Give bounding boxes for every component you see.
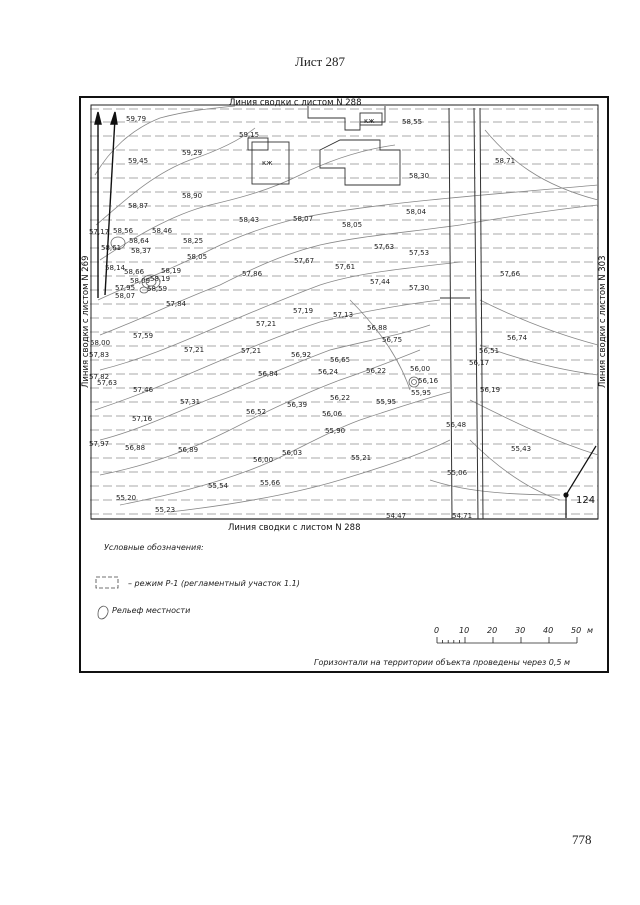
elevation-label: 57,21 [256, 320, 277, 328]
elevation-label: 55,95 [376, 398, 397, 406]
elevation-label: 54,71 [452, 512, 473, 520]
elevation-label: 55,90 [325, 427, 346, 435]
right-edge-label: Линия сводки с листом N 303 [598, 255, 608, 388]
elevation-label: 58,05 [342, 221, 363, 229]
elevation-label: 58,46 [152, 227, 173, 235]
elevation-label: 57,84 [166, 300, 187, 308]
elevation-label: 58,71 [495, 157, 516, 165]
elevation-label: 57,82 [89, 373, 110, 381]
elevation-label: 56,22 [366, 367, 387, 375]
elevation-label: 56,16 [418, 377, 439, 385]
elevation-label: 58,87 [128, 202, 149, 210]
elevation-label: 58,56 [113, 227, 134, 235]
elevation-label: 55,23 [155, 506, 176, 514]
elevation-label: 56,65 [330, 356, 351, 364]
building-mark-2: кж [262, 159, 273, 167]
elevation-label: 55,20 [116, 494, 137, 502]
elevation-label: 58,19 [150, 275, 171, 283]
elevation-label: 59,15 [239, 131, 260, 139]
legend-relief-label: Рельеф местности [112, 606, 191, 615]
elevation-label: 57,44 [370, 278, 391, 286]
elevation-label: 56,17 [469, 359, 490, 367]
elevation-label: 56,00 [410, 365, 431, 373]
road-lines [440, 108, 483, 519]
scale-tick-10: 10 [459, 626, 470, 635]
elevation-label: 57,30 [409, 284, 430, 292]
scale-bar [437, 637, 577, 643]
elevation-label: 55,95 [411, 389, 432, 397]
elevation-label: 58,19 [161, 267, 182, 275]
scale-tick-0: 0 [434, 626, 440, 635]
elevation-label: 58,59 [147, 285, 168, 293]
left-edge-label: Линия сводки с листом N 269 [81, 255, 91, 388]
elevation-label: 59,79 [126, 115, 147, 123]
sheet-title: Лист 287 [295, 54, 345, 69]
elevation-label: 55,43 [511, 445, 532, 453]
elevation-label: 58,07 [293, 215, 314, 223]
elevation-label: 56,52 [246, 408, 267, 416]
elevation-label: 58,37 [131, 247, 152, 255]
elevation-label: 56,48 [446, 421, 467, 429]
elevation-label: 58,90 [182, 192, 203, 200]
elevation-labels [89, 115, 531, 520]
elevation-label: 58,43 [239, 216, 260, 224]
elevation-label: 58,05 [187, 253, 208, 261]
page-number: 778 [572, 832, 592, 847]
relief-mounds [111, 237, 419, 387]
elevation-label: 56,84 [258, 370, 279, 378]
elevation-label: 57,21 [241, 347, 262, 355]
elevation-label: 57,21 [184, 346, 205, 354]
elevation-label: 58,25 [183, 237, 204, 245]
buildings [248, 106, 400, 185]
elevation-label: 56,92 [291, 351, 312, 359]
elevation-label: 57,63 [374, 243, 395, 251]
elevation-label: 58,09 [130, 277, 151, 285]
elevation-label: 57,19 [293, 307, 314, 315]
elevation-label: 58,14 [105, 264, 126, 272]
elevation-label: 56,24 [318, 368, 339, 376]
elevation-label: 57,95 [115, 284, 136, 292]
elevation-label: 57,61 [335, 263, 356, 271]
elevation-label: 59,45 [128, 157, 149, 165]
elevation-label: 57,83 [89, 351, 110, 359]
elevation-label: 57,53 [409, 249, 430, 257]
elevation-label: 57,63 [97, 379, 118, 387]
legend-regime-label: – режим Р-1 (регламентный участок 1.1) [128, 579, 300, 588]
scale-tick-20: 20 [487, 626, 498, 635]
legend-regime-swatch [96, 577, 118, 588]
building-mark-1: кж [364, 117, 375, 125]
contour-interval-note: Горизонтали на территории объекта проведены через 0,5 м [314, 658, 571, 667]
elevation-label: 57,97 [89, 440, 110, 448]
elevation-label: 57,59 [133, 332, 154, 340]
elevation-label: 56,51 [479, 347, 500, 355]
elevation-label: 58,07 [115, 292, 136, 300]
elevation-label: 55,21 [351, 454, 372, 462]
elevation-label: 56,06 [322, 410, 343, 418]
legend-relief-icon [98, 606, 108, 619]
elevation-label: 58,64 [129, 237, 150, 245]
elevation-label: 56,19 [480, 386, 501, 394]
elevation-label: 57,67 [294, 257, 315, 265]
elevation-label: 57,13 [333, 311, 354, 319]
elevation-label: 56,22 [330, 394, 351, 402]
parcel-number: 124 [576, 495, 596, 506]
elevation-label: 55,66 [260, 479, 281, 487]
elevation-label: 54,47 [386, 512, 407, 520]
elevation-label: 56,88 [367, 324, 388, 332]
top-edge-label: Линия сводки с листом N 288 [229, 98, 362, 108]
elevation-label: 58,66 [124, 268, 145, 276]
bottom-edge-label: Линия сводки с листом N 288 [228, 523, 361, 533]
elevation-label: 58,30 [409, 172, 430, 180]
elevation-label: 56,00 [253, 456, 274, 464]
elevation-label: 57,66 [500, 270, 521, 278]
scale-tick-50: 50 [571, 626, 582, 635]
elevation-label: 57,16 [132, 415, 153, 423]
elevation-label: 56,74 [507, 334, 528, 342]
elevation-label: 56,88 [125, 444, 146, 452]
scale-tick-30: 30 [515, 626, 526, 635]
elevation-label: 56,39 [287, 401, 308, 409]
elevation-label: 59,29 [182, 149, 203, 157]
elevation-label: 55,06 [447, 469, 468, 477]
elevation-label: 58,55 [402, 118, 423, 126]
elevation-label: 58,00 [90, 339, 111, 347]
elevation-label: 58,04 [406, 208, 427, 216]
elevation-label: 57,31 [180, 398, 201, 406]
scale-tick-40: 40 [543, 626, 554, 635]
elevation-label: 56,89 [178, 446, 199, 454]
parcel-pointer [564, 446, 596, 518]
elevation-label: 57,86 [242, 270, 263, 278]
elevation-label: 57,17 [89, 228, 110, 236]
elevation-label: 58,61 [101, 244, 122, 252]
elevation-label: 56,75 [382, 336, 403, 344]
elevation-label: 56,03 [282, 449, 303, 457]
scale-unit: м [587, 626, 594, 635]
elevation-label: 57,46 [133, 386, 154, 394]
legend-title: Условные обозначения: [104, 543, 204, 552]
elevation-label: 55,54 [208, 482, 229, 490]
